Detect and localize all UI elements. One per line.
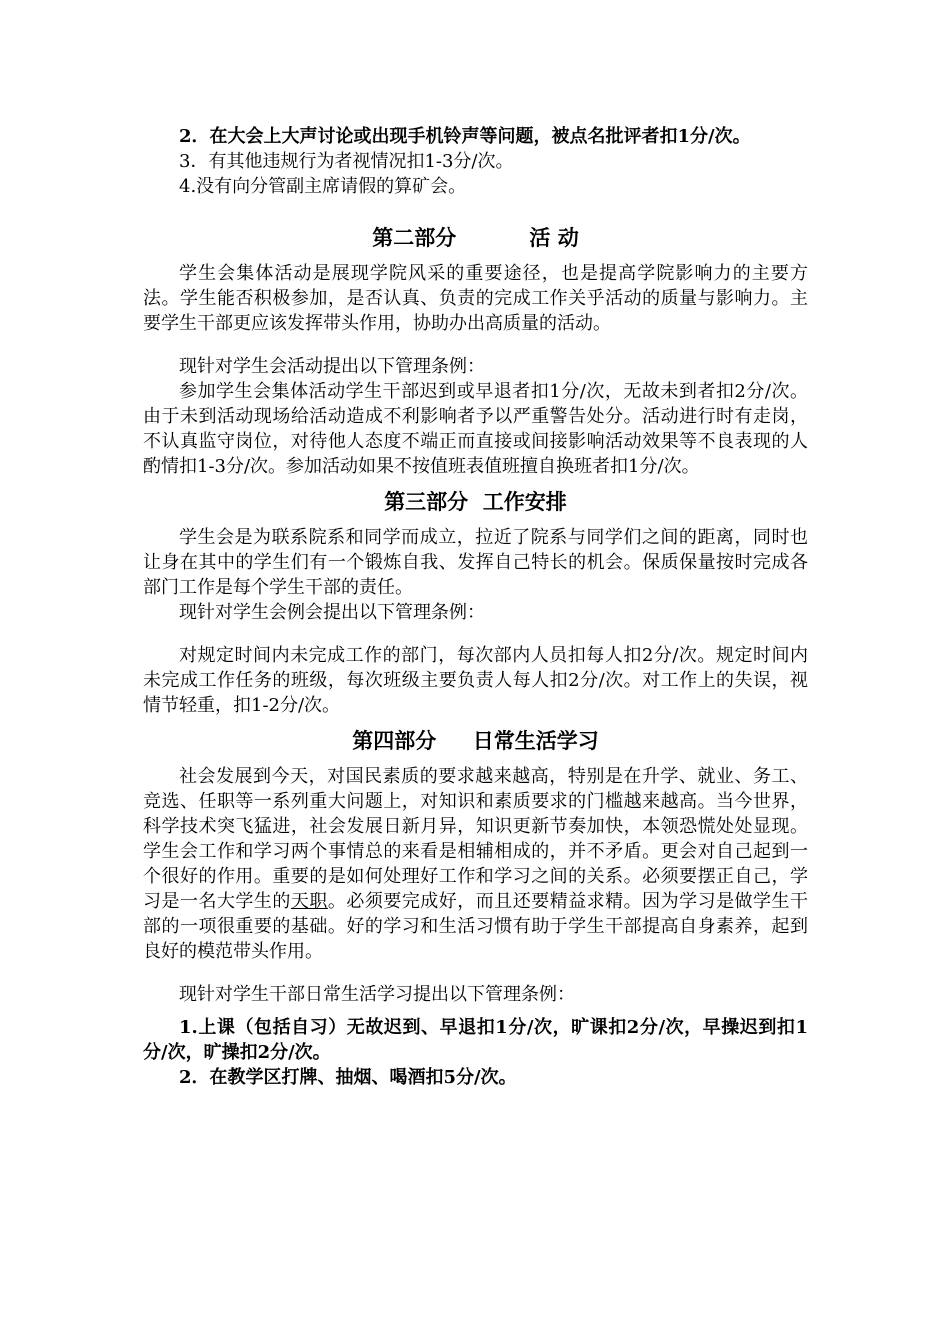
sec4-intro-paragraph	[143, 764, 808, 964]
sec1-item-4: 4.没有向分管副主席请假的算矿会。	[179, 176, 467, 197]
sec1-item-3: 3．有其他违规行为者视情况扣1-3分/次。	[179, 151, 514, 172]
sec4-rules-lead: 现针对学生干部日常生活学习提出以下管理条例：	[179, 984, 575, 1005]
sec4-intro-underlined: 天职	[290, 891, 328, 912]
sec1-item-2: 2．在大会上大声讨论或出现手机铃声等问题，被点名批评者扣1分/次。	[179, 126, 751, 147]
section-3-title: 第三部分 工作安排	[384, 489, 567, 514]
sec2-rules-lead: 现针对学生会活动提出以下管理条例：	[179, 356, 485, 377]
section-4-title: 第四部分 日常生活学习	[352, 728, 599, 753]
sec4-intro-text-b: 。必须要完成好，而且还要精益求精。因为学习是做学生干部的一项很重要的基础。好的学习和生活习惯有助于学生干部提高自身素养，起到良好的模范带头作用。	[143, 891, 809, 962]
sec2-intro-paragraph: 学生会集体活动是展现学院风采的重要途径，也是提高学院影响力的主要方法。学生能否积极参加，是否认真、负责的完成工作关乎活动的质量与影响力。主要学生干部更应该发挥带头作用，协助办出高质量的活动。	[143, 263, 808, 334]
sec3-intro-paragraph: 学生会是为联系院系和同学而成立，拉近了院系与同学们之间的距离，同时也让身在其中的学生们有一个锻炼自我、发挥自己特长的机会。保质保量按时完成各部门工作是每个学生干部的责任。	[143, 527, 808, 598]
sec3-rules-lead: 现针对学生会例会提出以下管理条例：	[179, 602, 485, 623]
section-2-title: 第二部分 活 动	[372, 225, 579, 250]
sec3-rules-paragraph: 对规定时间内未完成工作的部门，每次部内人员扣每人扣2分/次。规定时间内未完成工作任务的班级，每次班级主要负责人每人扣2分/次。对工作上的失误，视情节轻重，扣1-2分/次。	[143, 645, 808, 716]
sec2-rules-paragraph: 参加学生会集体活动学生干部迟到或早退者扣1分/次，无故未到者扣2分/次。由于未到活动现场给活动造成不利影响者予以严重警告处分。活动进行时有走岗，不认真监守岗位，对待他人态度不端正而直接或间接影响活动效果等不良表现的人酌情扣1-3分/次。参加活动如果不按值班表值班擅自换班者扣1分/次。	[143, 381, 808, 477]
sec4-item-1: 1.上课（包括自习）无故迟到、早退扣1分/次，旷课扣2分/次，早操迟到扣1分/次，旷操扣2分/次。	[143, 1017, 808, 1063]
sec4-item-2: 2．在教学区打牌、抽烟、喝酒扣5分/次。	[179, 1067, 517, 1088]
document-body	[143, 124, 808, 1090]
sec4-intro-text-a: 社会发展到今天，对国民素质的要求越来越高，特别是在升学、就业、务工、竞选、任职等一系列重大问题上，对知识和素质要求的门槛越来越高。当今世界，科学技术突飞猛进，社会发展日新月异，知识更新节奏加快，本领恐慌处处显现。学生会工作和学习两个事情总的来看是相辅相成的，并不矛盾。更会对自己起到一个很好的作用。重要的是如何处理好工作和学习之间的关系。必须要摆正自己，学习是一名大学生的	[143, 766, 808, 912]
